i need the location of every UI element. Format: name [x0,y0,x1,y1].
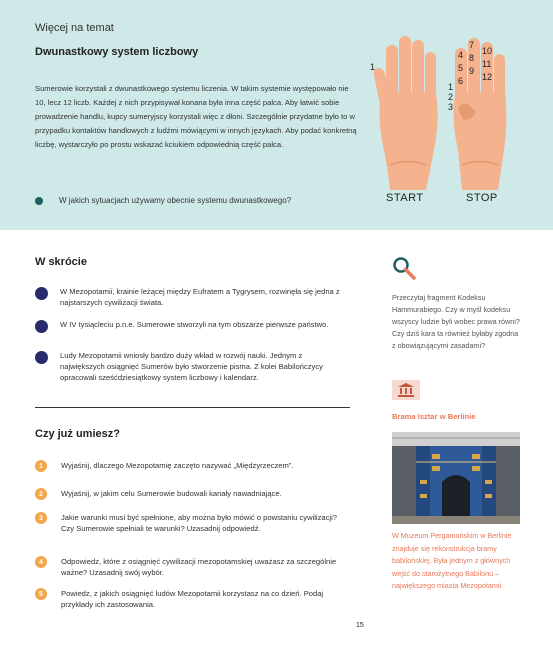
page-number: 15 [356,622,364,629]
section-divider [35,407,350,408]
review-number-badge: 2 [35,488,47,500]
hand-number-10: 10 [482,46,493,56]
review-item-text: Wyjaśnij, w jakim celu Sumerowie budowali kanały nawadniające. [61,489,282,498]
sidebar-task-text: Przeczytaj fragment Kodeksu Hammurabiego. Czy w myśl kodeksu wszyscy ludzie byli wobec prawa równi? Czy dziś kara ta również byłaby zgodna z obowiązującymi zasadami? [392,293,520,350]
review-number-badge: 1 [35,460,47,472]
hand-number-6: 6 [458,76,464,86]
hand-number-12: 12 [482,72,493,82]
summary-item-text: W Mezopotamii, krainie leżącej między Eufratem a Tygrysem, rozwinęła się jedna z najstarszych cywilizacji świata. [60,287,340,307]
bullet-dot-icon [35,287,48,300]
summary-item [35,319,345,333]
review-item [35,460,350,472]
hand-number-1: 1 [448,82,454,92]
review-item [35,488,350,500]
review-item-text: Jakie warunki musi być spełnione, aby można było mówić o powstaniu cywilizacji? Czy Sumerowie spełniali te warunki? Uzasadnij odpowiedź. [61,513,338,533]
start-label: START [386,192,424,204]
stop-label: STOP [466,192,498,204]
question-dot-icon [35,197,43,205]
summary-item-text: Ludy Mezopotamii wniosły bardzo duży wkład w rozwój nauki. Jednym z największych osiągnięć Sumerów było stworzenie pisma. Z kolei Babilończycy opracowali sześćdziesiątkowy system liczbowy i kalendarz. [60,351,323,382]
review-item-text: Wyjaśnij, dlaczego Mezopotamię zaczęto nazywać „Międzyrzeczem”. [61,461,294,470]
hand-number-4: 4 [458,50,464,60]
review-number-badge: 4 [35,556,47,568]
sidebar-photo-caption: W Muzeum Pergamońskim w Berlinie znajduje się rekonstrukcja bramy babilońskiej. Była jednym z głównych wejść do starożytnego Babilonu – największego miasta Mezopotamii. [392,531,512,590]
summary-item-text: W IV tysiącleciu p.n.e. Sumerowie stworzyli na tym obszarze pierwsze państwo. [60,320,329,329]
museum-icon [392,380,420,400]
hand-number-5: 5 [458,63,464,73]
bullet-dot-icon [35,320,48,333]
review-item [35,588,350,610]
magnifier-icon [392,256,414,278]
more-on-topic-label: Więcej na temat [35,22,114,34]
review-item-text: Powiedz, z jakich osiągnięć ludów Mezopotamii korzystasz na co dzień. Podaj przykłady ich zastosowania. [61,589,324,609]
hand-number-3: 3 [448,102,454,112]
hand-number-11: 11 [482,59,492,69]
ishtar-gate-photo [392,432,520,524]
review-item [35,556,350,578]
review-number-badge: 3 [35,512,47,524]
more-on-topic-box [0,0,553,230]
hands-illustration [368,30,538,220]
bullet-dot-icon [35,351,48,364]
left-hand-number: 1 [370,62,376,72]
box-title: Dwunastkowy system liczbowy [35,46,199,58]
hand-number-2: 2 [448,92,454,102]
summary-item [35,350,345,383]
box-question-text: W jakich sytuacjach używamy obecnie systemu dwunastkowego? [59,196,292,205]
box-question [35,196,291,205]
review-item-text: Odpowiedz, które z osiągnięć cywilizacji mezopotamskiej uważasz za szczególnie ważne? Uzasadnij swój wybór. [61,557,337,577]
review-item [35,512,350,534]
hand-number-8: 8 [469,53,475,63]
summary-item [35,286,345,308]
hand-number-7: 7 [469,40,475,50]
sidebar-subtitle: Brama Isztar w Berlinie [392,412,476,421]
review-number-badge: 5 [35,588,47,600]
summary-heading: W skrócie [35,256,87,268]
box-text: Sumerowie korzystali z dwunastkowego systemu liczenia. W takim systemie występowało nie 10, lecz 12 liczb. Każdej z nich przypisywał konana była inna część palca. Aby łatwić sobie prowadzenie handlu, kupcy sumeryjscy korzystali więc z dłoni. Szczególnie przydatne było to w przypadku kontaktów handlowych z ludźmi mówiącymi w innych językach. Aby podać konkretną liczbę, wystarczyło po prostu wskazać kciukiem odpowiednią część palca. [35,84,357,149]
hand-number-9: 9 [469,66,475,76]
review-heading: Czy już umiesz? [35,428,120,440]
